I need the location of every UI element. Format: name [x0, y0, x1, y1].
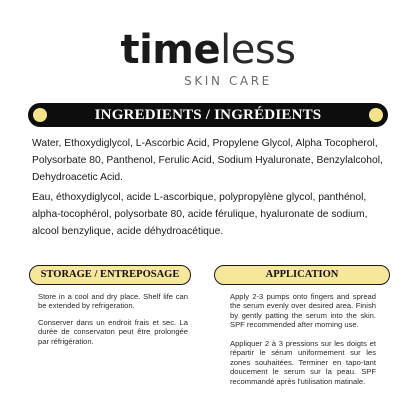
banner-dot-left [33, 108, 47, 122]
brand-name-bold: time [120, 27, 221, 73]
application-text-english: Apply 2-3 pumps onto fingers and spread the serum evenly over desired area. Finish by gently patting the serum into the skin. SPF recommended after morning use. [230, 292, 376, 330]
application-text-french: Appliquer 2 à 3 pressions sur les doigts et répartir le sérum uniformement sur les zones souhaitées. Terminer en tapo-tant doucement le serum sur la peau. SPF recommandé après l'utilisation matinale. [230, 339, 376, 386]
ingredients-english: Water, Ethoxydiglycol, L-Ascorbic Acid, Propylene Glycol, Alpha Tocopherol, Polysorbate 80, Panthenol, Ferulic Acid, Sodium Hyaluronate, Benzylalcohol, Dehydroacetic Acid. [32, 138, 383, 183]
brand-logo [0, 27, 416, 88]
brand-subtitle: SKIN CARE [184, 74, 272, 88]
ingredients-french: Eau, éthoxydiglycol, acide L-ascorbique, polypropylène glycol, panthénol, alpha-tocophérol, polysorbate 80, acide férulique, hyaluronate de sodium, alcool benzylique, acide déhydroacétique. [32, 192, 368, 237]
ingredients-banner [28, 103, 388, 127]
application-label: APPLICATION [214, 265, 390, 285]
brand-name [0, 27, 416, 73]
banner-dot-right [369, 108, 383, 122]
brand-name-light: less [220, 27, 296, 73]
ingredients-title: INGREDIENTS / INGRÉDIENTS [94, 107, 322, 123]
storage-text-french: Conserver dans un endroit frais et sec. La durée de conservaton peut être prolongée par réfrigération. [38, 318, 188, 346]
storage-label: STORAGE / ENTREPOSAGE [29, 265, 191, 285]
storage-text-english: Store in a cool and dry place. Shelf life can be extended by refrigeration. [38, 292, 188, 311]
